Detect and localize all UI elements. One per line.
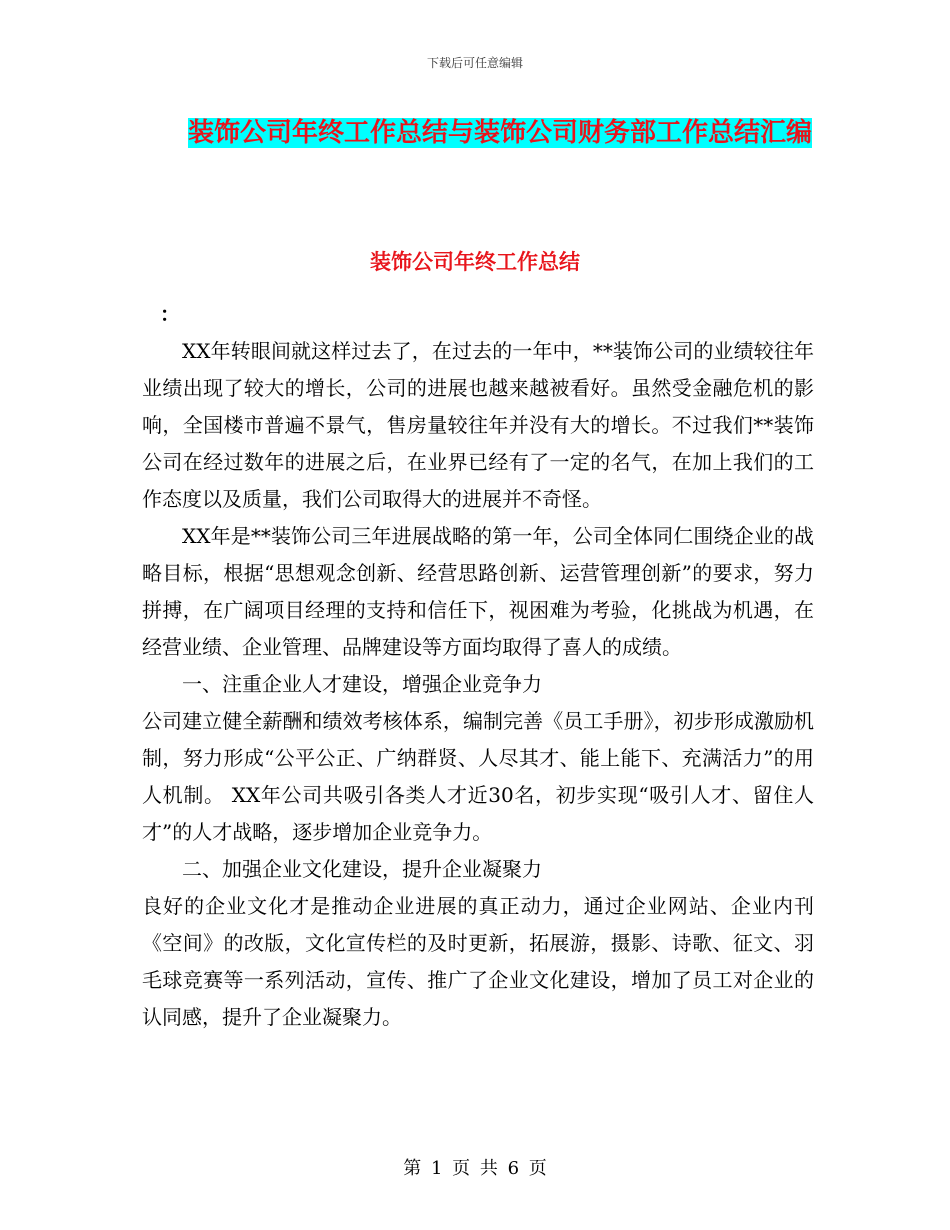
heading-culture: 二、加强企业文化建设，提升企业凝聚力 <box>182 857 542 881</box>
colon-line: ： <box>160 302 180 326</box>
page-footer: 第 1 页 共 6 页 <box>403 1158 547 1179</box>
section-title: 装饰公司年终工作总结 <box>370 250 580 274</box>
paragraph-intro: XX年转眼间就这样过去了，在过去的一年中，**装饰公司的业绩较往年业绩出现了较大的增长，公司的进展也越来越被看好。虽然受金融危机的影响，全国楼市普遍不景气，售房量较往年并没有大的增长。不过我们**装饰公司在经过数年的进展之后，在业界已经有了一定的名气，在加上我们的工作态度以及质量，我们公司取得大的进展并不奇怪。 <box>142 339 814 511</box>
heading-talent: 一、注重企业人才建设，增强企业竞争力 <box>182 672 542 696</box>
document-title-text: 装饰公司年终工作总结与装饰公司财务部工作总结汇编 <box>187 118 812 148</box>
paragraph-strategy: XX年是**装饰公司三年进展战略的第一年，公司全体同仁围绕企业的战略目标，根据“思想观念创新、经营思路创新、运营管理创新”的要求，努力拼搏，在广阔项目经理的支持和信任下，视困难为考验，化挑战为机遇，在经营业绩、企业管理、品牌建设等方面均取得了喜人的成绩。 <box>142 524 814 659</box>
paragraph-talent: 公司建立健全薪酬和绩效考核体系，编制完善《员工手册》，初步形成激励机制，努力形成“公平公正、广纳群贤、人尽其才、能上能下、充满活力”的用人机制。 XX年公司共吸引各类人才近30名，初步实现“吸引人才、留住人才”的人才战略，逐步增加企业竞争力。 <box>142 709 814 844</box>
document-title <box>180 110 820 156</box>
header-note: 下载后可任意编辑 <box>426 56 523 70</box>
paragraph-culture: 良好的企业文化才是推动企业进展的真正动力，通过企业网站、企业内刊《空间》的改版，文化宣传栏的及时更新，拓展游，摄影、诗歌、征文、羽毛球竞赛等一系列活动，宣传、推广了企业文化建设，增加了员工对企业的认同感，提升了企业凝聚力。 <box>142 894 814 1029</box>
document-body <box>142 296 814 1036</box>
